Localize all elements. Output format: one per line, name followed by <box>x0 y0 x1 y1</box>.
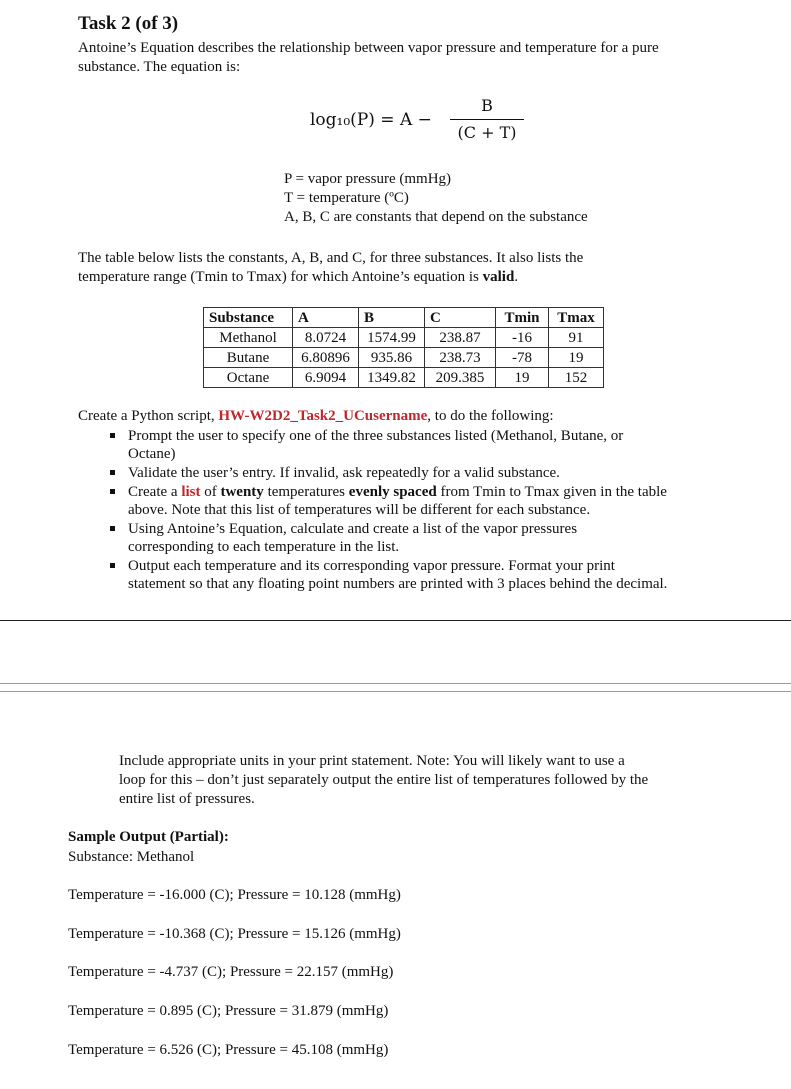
cell-c: 209.385 <box>425 368 496 388</box>
intro-line-1: Antoine’s Equation describes the relationship between vapor pressure and temperature for a pure <box>78 40 659 56</box>
page-break-line-bottom <box>0 691 791 692</box>
bullet-3-text-b: of <box>200 484 221 500</box>
bullet-3-text-a: Create a <box>128 484 182 500</box>
definition-t: T = temperature (ºC) <box>284 190 409 206</box>
list-item <box>110 464 770 482</box>
bullet-1-line-1: Prompt the user to specify one of the three substances listed (Methanol, Butane, or <box>128 428 624 444</box>
note-line-1: Include appropriate units in your print statement. Note: You will likely want to use a <box>119 753 625 769</box>
note-line-2: loop for this – don’t just separately output the entire list of temperatures followed by the <box>119 772 649 788</box>
cell-a: 6.9094 <box>293 368 359 388</box>
table-row <box>204 368 604 388</box>
bullet-3-line-2: above. Note that this list of temperatures will be different for each substance. <box>128 502 591 518</box>
cell-tmin: -16 <box>496 328 549 348</box>
cell-substance: Butane <box>204 348 293 368</box>
cell-tmin: -78 <box>496 348 549 368</box>
output-line: Temperature = -10.368 (C); Pressure = 15.126 (mmHg) <box>68 926 401 942</box>
twenty-emphasis: twenty <box>220 484 264 500</box>
cell-tmax: 91 <box>549 328 604 348</box>
equation-lhs: log₁₀(P) = A − <box>310 110 432 130</box>
variable-definitions <box>284 170 588 227</box>
bullet-5-line-1: Output each temperature and its corresponding vapor pressure. Format your print <box>128 558 615 574</box>
output-line: Temperature = 6.526 (C); Pressure = 45.108 (mmHg) <box>68 1042 389 1058</box>
cell-tmax: 152 <box>549 368 604 388</box>
cell-b: 935.86 <box>359 348 425 368</box>
cell-c: 238.73 <box>425 348 496 368</box>
script-intro-suffix: , to do the following: <box>427 408 554 424</box>
output-line: Temperature = -16.000 (C); Pressure = 10.128 (mmHg) <box>68 887 401 903</box>
constants-table <box>203 307 604 388</box>
bullet-3-line-1 <box>128 483 770 501</box>
valid-emphasis: valid <box>482 269 515 285</box>
header-tmin: Tmin <box>496 308 549 328</box>
bullet-1-line-2: Octane) <box>128 446 176 462</box>
equation-denominator: (C + T) <box>457 123 517 142</box>
bullet-2: Validate the user’s entry. If invalid, ask repeatedly for a valid substance. <box>128 465 560 481</box>
cell-a: 6.80896 <box>293 348 359 368</box>
header-substance: Substance <box>204 308 293 328</box>
cell-substance: Methanol <box>204 328 293 348</box>
evenly-spaced-emphasis: evenly spaced <box>348 484 437 500</box>
header-b: B <box>359 308 425 328</box>
units-note <box>119 752 739 809</box>
output-line: Temperature = -4.737 (C); Pressure = 22.157 (mmHg) <box>68 964 394 980</box>
cell-tmax: 19 <box>549 348 604 368</box>
bullet-4-line-1: Using Antoine’s Equation, calculate and create a list of the vapor pressures <box>128 521 578 537</box>
definition-p: P = vapor pressure (mmHg) <box>284 171 452 187</box>
equation-fraction <box>450 95 524 143</box>
task-title: Task 2 (of 3) <box>78 13 179 34</box>
bullet-3-text-d: from Tmin to Tmax given in the table <box>436 484 667 500</box>
header-tmax: Tmax <box>549 308 604 328</box>
equation-numerator: B <box>481 96 493 115</box>
fraction-bar <box>450 119 524 120</box>
list-item <box>110 427 770 463</box>
intro-line-2: substance. The equation is: <box>78 59 241 75</box>
page-divider <box>0 620 791 621</box>
bullet-4-line-2: corresponding to each temperature in the list. <box>128 539 400 555</box>
note-line-3: entire list of pressures. <box>119 791 255 807</box>
list-keyword: list <box>181 484 201 500</box>
cell-b: 1574.99 <box>359 328 425 348</box>
table-row <box>204 348 604 368</box>
header-c: C <box>425 308 496 328</box>
bullet-3-text-c: temperatures <box>263 484 349 500</box>
script-filename: HW-W2D2_Task2_UCusername <box>218 408 428 424</box>
requirements-list <box>110 427 770 594</box>
output-line: Temperature = 0.895 (C); Pressure = 31.879 (mmHg) <box>68 1003 389 1019</box>
cell-substance: Octane <box>204 368 293 388</box>
antoine-equation <box>310 95 550 155</box>
table-intro-line-1: The table below lists the constants, A, B, and C, for three substances. It also lists the <box>78 250 584 266</box>
list-item <box>110 520 770 556</box>
sample-substance: Substance: Methanol <box>68 849 195 865</box>
definition-constants: A, B, C are constants that depend on the substance <box>284 209 588 225</box>
cell-a: 8.0724 <box>293 328 359 348</box>
cell-c: 238.87 <box>425 328 496 348</box>
script-intro-text: Create a Python script, <box>78 408 219 424</box>
page-break-line-top <box>0 683 791 684</box>
script-intro <box>78 408 554 425</box>
bullet-5-line-2: statement so that any floating point numbers are printed with 3 places behind the decimal. <box>128 576 668 592</box>
list-item <box>110 483 770 519</box>
table-header-row <box>204 308 604 328</box>
table-row <box>204 328 604 348</box>
cell-tmin: 19 <box>496 368 549 388</box>
list-item <box>110 557 770 593</box>
table-intro-period: . <box>514 269 519 285</box>
header-a: A <box>293 308 359 328</box>
table-intro-text: temperature range (Tmin to Tmax) for which Antoine’s equation is <box>78 269 483 285</box>
table-intro-line-2 <box>78 268 518 287</box>
sample-output-title: Sample Output (Partial): <box>68 829 229 845</box>
cell-b: 1349.82 <box>359 368 425 388</box>
